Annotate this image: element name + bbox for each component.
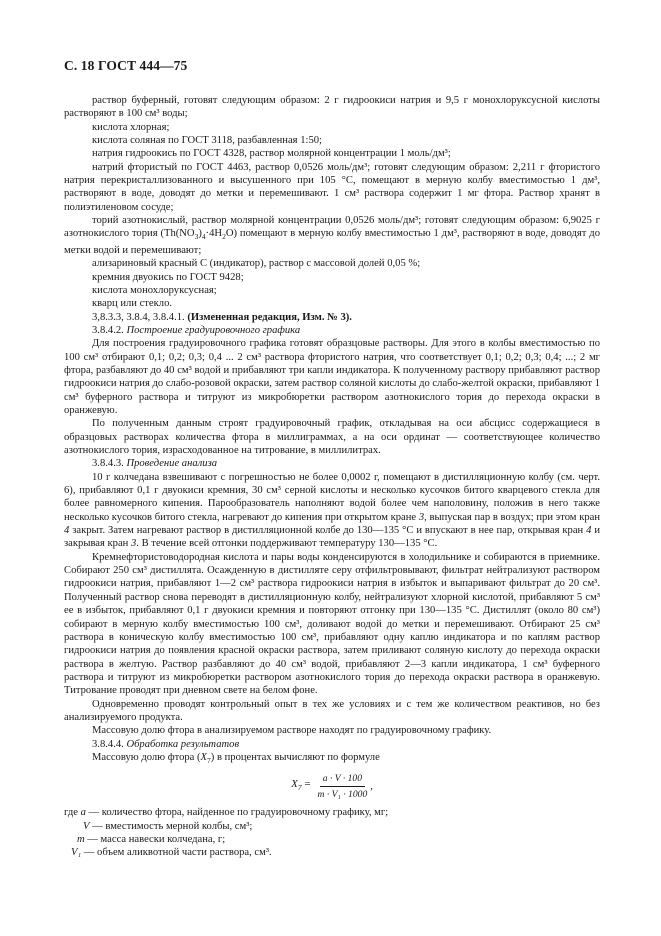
formula-definitions: [64, 806, 600, 859]
reagent-monochloroacetic-acid: кислота монохлоруксусная;: [92, 284, 217, 296]
formula-lhs: $X_7$ =: [291, 778, 311, 793]
definition-a: где a — количество фтора, найденное по градуировочному графику, мг;: [64, 807, 389, 819]
reagent-sodium-fluoride: натрий фтористый по ГОСТ 4463, раствор 0,0526 моль/дм³; готовят следующим образом: 2,211 г фтористого натрия перекристаллизованного и высушенного при 105 °С, помещают в мерную колбу вместимостью 1 дм³, растворяют в воде, доводят до метки и перемешивают. 1 см³ раствора содержит 1 мг фтора. Раствор хранят в полиэтиленовом сосуде;: [64, 161, 600, 213]
paragraph-distillation: Кремнефтористоводородная кислота и пары воды конденсируются в холодильнике и собираются в приемнике. Собирают 250 см³ дистиллята. Осажденную в дистилляте серу отфильтровывают, фильтрат нейтрализуют раствором гидроокиси натрия, прибавляют 1—2 см³ раствора гидроокиси натрия в избыток и выпаривают фильтрат до 20 см³. Полученный раствор снова переводят в дистилляционную колбу, нейтрализуют хлорной кислотой, прибавляют 5 см³ ее в избыток, прибавляют 0,1 г двуокиси кремния и повторяют отгонку при 130—135 °С. Дистиллят (около 80 см³) собирают в мерную колбу вместимостью 100 см³, доливают водой до метки и перемешивают. Отбирают 25 см³ раствора в коническую колбу вместимостью 100 см³, прибавляют одну каплю индикатора и по каплям раствор гидроокиси натрия до появления красной окраски раствора, затем приливают соляную кислоту до перехода окраски раствора в желтую. Раствор разбавляют до 40 см³ водой, прибавляют 2—3 капли индикатора, 1 см³ буферного раствора и титруют из микробюретки раствором азотнокислого тория до перехода окраски раствора в оранжевую. Титрование проводят при дневном свете на белом фоне.: [64, 551, 600, 697]
reagent-alizarin: ализариновый красный С (индикатор), раствор с массовой долей 0,05 %;: [92, 258, 421, 270]
formula-fraction: [315, 772, 371, 802]
formula-denominator: m · V₁ · 1000: [317, 788, 368, 800]
paragraph-mass-fraction: Массовую долю фтора в анализируемом растворе находят по градуировочному графику.: [92, 725, 492, 737]
section-3842-heading: 3.8.4.2. Построение градуировочного графика: [92, 324, 301, 336]
page-header: С. 18 ГОСТ 444—75: [64, 58, 188, 73]
definition-m: m — масса навески колчедана, г;: [77, 834, 226, 846]
paragraph-control: Одновременно проводят контрольный опыт в тех же условиях и с тем же количеством реактивов, но без анализируемого продукта.: [64, 698, 600, 723]
paragraph-graph: По полученным данным строят градуировочный график, откладывая на оси абсцисс содержащиеся в образцовых растворах количества фтора в миллиграммах, а на оси ординат — соответствующее количество азотнокислого тория, израсходованное на титрование, в миллилитрах.: [64, 418, 600, 457]
reagent-buffer: раствор буферный, готовят следующим образом: 2 г гидроокиси натрия и 9,5 г монохлоруксусной кислоты растворяют в 100 см³ воды;: [64, 95, 600, 120]
paragraph-analysis: 10 г колчедана взвешивают с погрешностью не более 0,0002 г, помещают в дистилляционную колбу (см. черт. 6), прибавляют 0,1 г двуокиси кремния, 30 см³ серной кислоты и несколько кусочков битого кварцевого стекла для более равномерного кипения. Парообразователь наполняют водой более чем наполовину, положив в него также несколько кусочков битого стекла, нагревают до кипения при открытом кране 3, выпуская пар в воздух; при этом кран 4 закрыт. Затем нагревают раствор в дистилляционной колбе до 130—135 °С и впускают в нее пар, открывая кран 4 и закрывая кран 3. В течение всей отгонки поддерживают температуру 130—135 °С.: [64, 471, 601, 550]
section-3843-heading: 3.8.4.3. Проведение анализа: [92, 458, 218, 470]
reagent-silica: кремния двуокись по ГОСТ 9428;: [92, 271, 244, 283]
reagent-hydrochloric-acid: кислота соляная по ГОСТ 3118, разбавленная 1:50;: [92, 135, 322, 147]
definition-v: V — вместимость мерной колбы, см³;: [83, 820, 253, 832]
section-3844-heading: 3.8.4.4. Обработка результатов: [92, 738, 240, 750]
reagent-sodium-hydroxide: натрия гидроокись по ГОСТ 4328, раствор молярной концентрации 1 моль/дм³;: [92, 148, 451, 160]
revision-note: 3,8.3.3, 3.8.4, 3.8.4.1. (Измененная редакция, Изм. № 3).: [92, 311, 352, 323]
paragraph-formula-intro: Массовую долю фтора $(X_7)$ в процентах вычисляют по формуле: [92, 751, 380, 766]
document-body: [64, 94, 600, 860]
formula-x7: [64, 770, 600, 802]
formula-numerator: a · V · 100: [320, 772, 365, 787]
definition-v1: V₁ — объем аликвотной части раствора, см³.: [71, 847, 272, 859]
paragraph-calibration: Для построения градуировочного графика готовят образцовые растворы. Для этого в колбы вместимостью по 100 см³ отбирают 0,1; 0,2; 0,3; 0,4 ... 2 см³ раствора фтористого натрия, что соответствует 0,1; 0,2; 0,3; 0,4; ...; 2 мг фтора, разбавляют до 40 см³ водой и прибавляют три капли индикатора. К полученному раствору прибавляют раствор гидроокиси натрия до слабо-розовой окраски, затем раствор соляной кислоты до слабо-желтой окраски, прибавляют 1 см³ буферного раствора и титруют из микробюретки раствором азотнокислого тория до перехода окраски в оранжевую.: [64, 338, 600, 417]
reagent-perchloric-acid: кислота хлорная;: [92, 121, 170, 133]
formula-tail: ,: [370, 780, 373, 792]
reagent-quartz: кварц или стекло.: [92, 298, 173, 310]
reagent-thorium-nitrate: торий азотнокислый, раствор молярной концентрации 0,0526 моль/дм³; готовят следующим образом: 6,9025 г азотнокислого тория $(Th(NO_3)_4\cdot 4H_2O)$ помещают в мерную колбу вместимостью 1 дм³, растворяют в воде, доводят до метки водой и перемешивают;: [64, 215, 600, 256]
